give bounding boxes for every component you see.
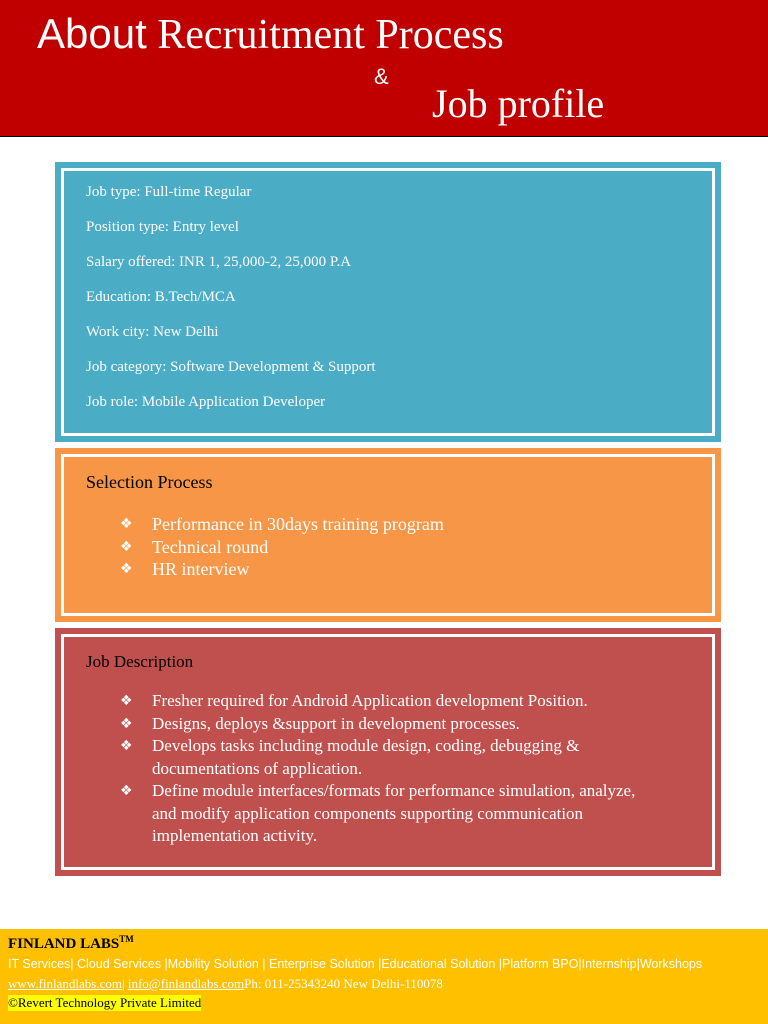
website-link[interactable]: www.finlandlabs.com bbox=[8, 976, 122, 991]
list-item-text: Performance in 30days training program bbox=[152, 514, 444, 534]
list-item bbox=[120, 758, 635, 781]
diamond-bullet-icon: ❖ bbox=[120, 538, 133, 555]
list-item-text: Fresher required for Android Application development Position. bbox=[152, 691, 588, 710]
diamond-bullet-icon: ❖ bbox=[120, 738, 133, 754]
list-item-text: documentations of application. bbox=[152, 758, 363, 778]
list-item-text: HR interview bbox=[152, 559, 250, 579]
list-item bbox=[120, 803, 635, 826]
email-link[interactable]: info@finlandlabs.com bbox=[127, 976, 245, 991]
selection-process-list bbox=[120, 513, 444, 581]
list-item bbox=[120, 735, 635, 758]
job-description-list bbox=[120, 690, 635, 848]
phone-text: Ph: 011-25343240 New Delhi-110078 bbox=[244, 976, 443, 991]
job-detail-item: Job role: Mobile Application Developer bbox=[86, 394, 326, 410]
trademark: TM bbox=[119, 934, 134, 944]
diamond-bullet-icon: ❖ bbox=[120, 561, 133, 577]
contact-separator: | bbox=[121, 976, 128, 991]
diamond-bullet-icon: ❖ bbox=[120, 783, 133, 799]
list-item bbox=[120, 536, 444, 559]
list-item-text: Develops tasks including module design, coding, debugging & bbox=[152, 736, 580, 755]
copyright-notice: ©Revert Technology Private Limited bbox=[8, 995, 202, 1010]
list-item-text: Technical round bbox=[152, 536, 269, 557]
header-subtitle: Job profile bbox=[432, 81, 605, 126]
list-item-text: Designs, deploys &support in development processes. bbox=[152, 713, 520, 733]
selection-process-title: Selection Process bbox=[86, 472, 213, 492]
header-title bbox=[37, 10, 504, 59]
list-item bbox=[120, 780, 635, 803]
job-detail-item: Job type: Full-time Regular bbox=[86, 184, 252, 200]
header-ampersand: & bbox=[374, 64, 389, 89]
list-item-text: Define module interfaces/formats for performance simulation, analyze, bbox=[152, 781, 636, 800]
list-item bbox=[120, 513, 444, 536]
job-detail-item: Position type: Entry level bbox=[86, 219, 239, 235]
job-detail-item: Education: B.Tech/MCA bbox=[86, 289, 236, 305]
job-detail-item: Work city: New Delhi bbox=[86, 324, 219, 340]
list-item bbox=[120, 690, 635, 713]
services-line: IT Services| Cloud Services |Mobility Solution | Enterprise Solution |Educational Solution |Platform BPO|Internship|Workshops bbox=[8, 957, 703, 971]
job-detail-item: Job category: Software Development & Support bbox=[86, 359, 376, 375]
list-item-text: and modify application components supporting communication bbox=[152, 803, 584, 823]
header-title-word2: Recruitment Process bbox=[157, 12, 504, 58]
contact-line bbox=[8, 976, 443, 992]
header-title-word1: About bbox=[37, 10, 147, 57]
brand-text: FINLAND LABS bbox=[8, 936, 120, 952]
diamond-bullet-icon: ❖ bbox=[120, 715, 133, 732]
list-item bbox=[120, 825, 635, 848]
list-item bbox=[120, 713, 635, 736]
brand-name bbox=[8, 934, 134, 953]
list-item-text: implementation activity. bbox=[152, 826, 318, 845]
job-detail-item: Salary offered: INR 1, 25,000-2, 25,000 P.A bbox=[86, 254, 352, 270]
diamond-bullet-icon: ❖ bbox=[120, 516, 133, 532]
job-description-title: Job Description bbox=[86, 652, 194, 671]
diamond-bullet-icon: ❖ bbox=[120, 693, 133, 709]
list-item bbox=[120, 558, 444, 581]
page-header bbox=[0, 0, 768, 137]
